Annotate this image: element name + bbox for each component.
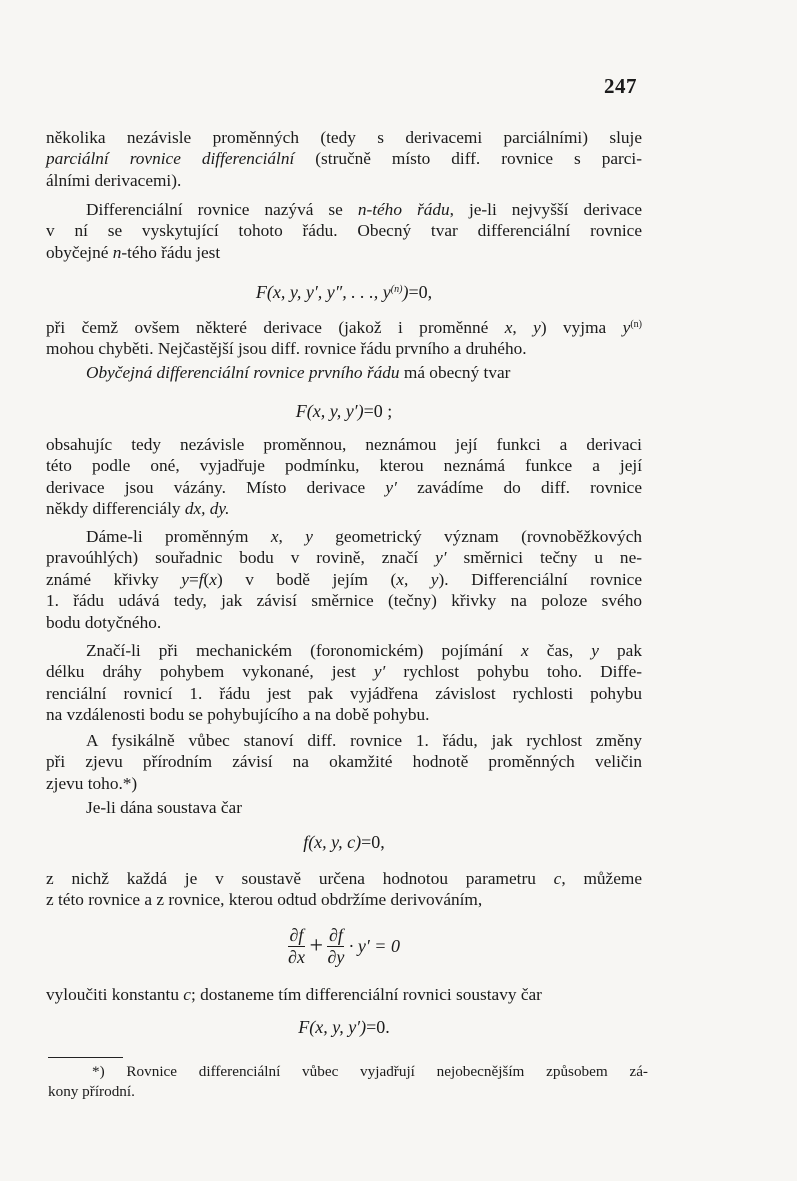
text-line: pravoúhlých) souřadnic bodu v rovině, značí y′ směrnici tečny u ne- [46, 548, 642, 568]
text-line: této podle oné, vyjadřuje podmínku, kterou neznámá funkce a její [46, 456, 642, 476]
text-line: Dáme-li proměnným x, y geometrický význam (rovnoběžkových [86, 527, 643, 546]
text-line: Obyčejná differenciální rovnice prvního řádu má obecný tvar [86, 363, 511, 382]
text-line: obyčejné n-tého řádu jest [46, 242, 221, 262]
text-line: vyloučiti konstantu c; dostaneme tím differenciální rovnici soustavy čar [46, 985, 542, 1004]
equation-result: F(x, y, y′)=0. [298, 1017, 390, 1037]
paragraph [46, 317, 642, 360]
text-line: A fysikálně vůbec stanoví diff. rovnice 1. řádu, jak rychlost změny [86, 731, 642, 750]
paragraph [46, 797, 642, 818]
footnote-divider [48, 1057, 123, 1058]
text-line: několika nezávisle proměnných (tedy s derivacemi parciálními) sluje [46, 128, 642, 147]
text-line: zjevu toho.*) [46, 773, 138, 793]
footnote-line: *) Rovnice differenciální vůbec vyjadřují nejobecnějším způsobem zá- [92, 1063, 648, 1080]
text-line: obsahujíc tedy nezávisle proměnnou, neznámou její funkci a derivaci [46, 435, 642, 454]
text-line: délku dráhy pohybem vykonané, jest y′ rychlost pohybu toho. Diffe- [46, 662, 642, 682]
text-line: parciální rovnice differenciální (stručně místo diff. rovnice s parci- [46, 149, 642, 169]
text-line: renciální rovnicí 1. řádu jest pak vyjádřena závislost rychlosti pohybu [46, 683, 642, 703]
text-line: 1. řádu udává tedy, jak závisí směrnice (tečny) křivky na poloze svého [46, 591, 642, 611]
text-line: známé křivky y=f(x) v bodě jejím (x, y). Differenciální rovnice [46, 569, 643, 589]
text-line: při čemž ovšem některé derivace (jakož i proměnné x, y) vyjma $y^{(n)}$ [46, 318, 642, 337]
paragraph [46, 434, 642, 520]
paragraph [46, 730, 642, 794]
text-line: v ní se vyskytující tohoto řádu. Obecný tvar differenciální rovnice [46, 221, 642, 241]
paragraph [46, 984, 642, 1005]
text-line: derivace jsou vázány. Místo derivace y′ zavádíme do diff. rovnice [46, 477, 642, 497]
text-line: Je-li dána soustava čar [86, 798, 242, 817]
text-line: z této rovnice a z rovnice, kterou odtud obdržíme derivováním, [46, 890, 483, 910]
paragraph [46, 199, 642, 263]
paragraph [46, 640, 642, 726]
equation-derivative: $\frac{\partial f}{\partial x}$ + $\frac{\partial f}{\partial y}$ · y′ = 0 [288, 925, 400, 967]
text-line: Differenciální rovnice nazývá se n-tého řádu, je-li nejvyšší derivace [86, 200, 642, 219]
text-line: někdy differenciály dx, dy. [46, 499, 230, 519]
page-number: 247 [604, 74, 637, 98]
footnote-line: kony přírodní. [48, 1083, 135, 1100]
equation-first-order: F(x, y, y′)=0 ; [295, 401, 393, 421]
text-line: Značí-li při mechanickém (foronomickém) pojímání x čas, y pak [86, 641, 642, 660]
fraction: $\frac{\partial f}{\partial y}$ [327, 925, 345, 967]
equation-general-nth-order: F(x, y, y′, y″, . . ., $y^{(n)})=0$, [255, 282, 433, 302]
text-line: bodu dotyčného. [46, 612, 162, 632]
paragraph [46, 362, 642, 383]
text-line: na vzdálenosti bodu se pohybujícího a na době pohybu. [46, 705, 430, 725]
text-line: mohou chyběti. Nejčastější jsou diff. rovnice řádu prvního a druhého. [46, 339, 527, 359]
paragraph [46, 127, 642, 191]
paragraph [46, 526, 642, 633]
footnote [48, 1062, 648, 1102]
text-line: při zjevu přírodním závisí na okamžité hodnotě proměnných veličin [46, 752, 642, 772]
paragraph [46, 868, 642, 911]
equation-family-of-curves: f(x, y, c)=0, [303, 832, 385, 852]
text-line: álními derivacemi). [46, 170, 182, 190]
fraction: $\frac{\partial f}{\partial x}$ [288, 925, 305, 967]
text-line: z nichž každá je v soustavě určena hodnotou parametru c, můžeme [46, 869, 642, 888]
